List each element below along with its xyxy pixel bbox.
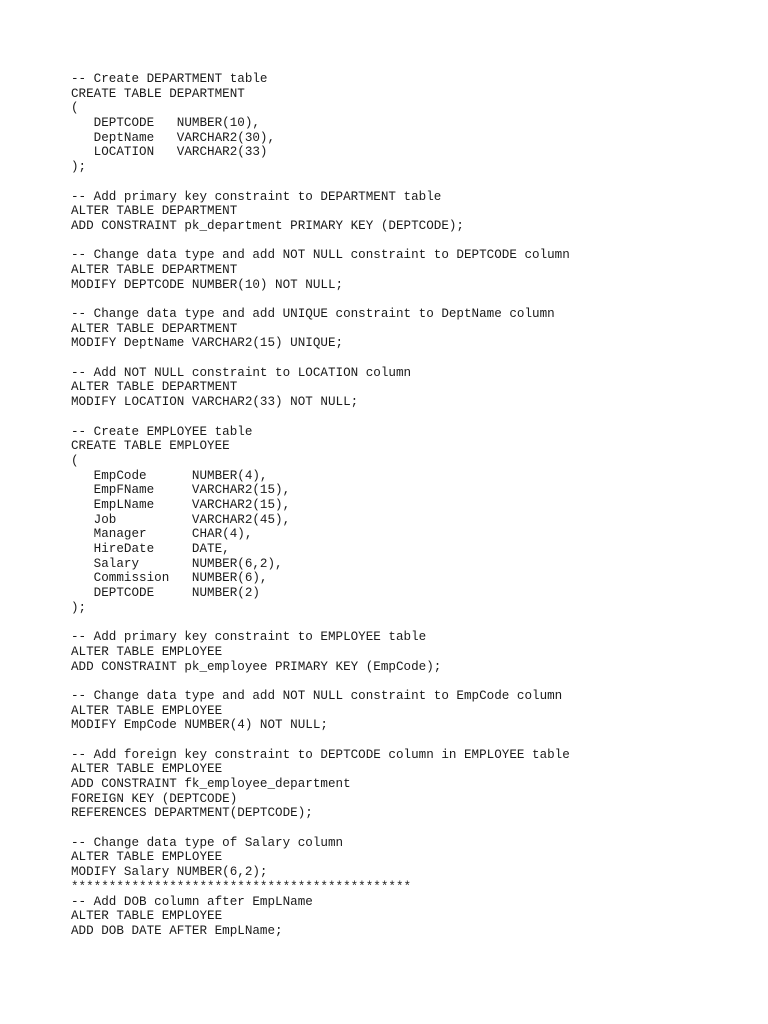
code-line: (	[71, 101, 79, 116]
code-line: REFERENCES DEPARTMENT(DEPTCODE);	[71, 806, 313, 821]
code-line: DEPTCODE NUMBER(2)	[71, 586, 260, 601]
code-line: -- Change data type and add NOT NULL constraint to EmpCode column	[71, 688, 563, 703]
code-line: ADD CONSTRAINT fk_employee_department	[71, 777, 351, 791]
code-line: ADD CONSTRAINT pk_department PRIMARY KEY (DEPTCODE);	[71, 218, 464, 233]
code-line: -- Add NOT NULL constraint to LOCATION column	[71, 365, 412, 380]
code-line: ALTER TABLE EMPLOYEE	[71, 909, 223, 924]
code-line: );	[71, 600, 87, 615]
code-line: -- Create EMPLOYEE table	[71, 424, 253, 439]
code-line: -- Add foreign key constraint to DEPTCODE column in EMPLOYEE table	[71, 747, 570, 762]
code-line: MODIFY LOCATION VARCHAR2(33) NOT NULL;	[71, 395, 359, 410]
code-line: ALTER TABLE DEPARTMENT	[71, 204, 238, 219]
code-line: Salary NUMBER(6,2),	[71, 556, 283, 571]
code-line	[71, 615, 751, 630]
code-line	[71, 175, 751, 190]
code-line: ALTER TABLE EMPLOYEE	[71, 644, 223, 659]
code-line: *********************************************	[71, 879, 412, 894]
code-line: EmpLName VARCHAR2(15),	[71, 497, 291, 512]
sql-code-block	[71, 72, 751, 939]
code-line: MODIFY Salary NUMBER(6,2);	[71, 865, 268, 880]
code-line: ALTER TABLE DEPARTMENT	[71, 380, 238, 395]
code-line: CREATE TABLE EMPLOYEE	[71, 439, 230, 454]
code-line: CREATE TABLE DEPARTMENT	[71, 86, 245, 101]
code-line: Commission NUMBER(6),	[71, 571, 268, 586]
code-line	[71, 821, 751, 836]
code-line: MODIFY DEPTCODE NUMBER(10) NOT NULL;	[71, 277, 344, 292]
code-line: ALTER TABLE EMPLOYEE	[71, 703, 223, 718]
code-line: -- Change data type and add UNIQUE constraint to DeptName column	[71, 307, 555, 321]
code-line: ALTER TABLE EMPLOYEE	[71, 762, 223, 777]
code-line: MODIFY DeptName VARCHAR2(15) UNIQUE;	[71, 336, 344, 351]
code-line: -- Add primary key constraint to DEPARTMENT table	[71, 189, 442, 204]
code-line	[71, 234, 751, 249]
code-line: ADD DOB DATE AFTER EmpLName;	[71, 923, 283, 938]
code-line: (	[71, 453, 79, 468]
code-line: FOREIGN KEY (DEPTCODE)	[71, 791, 238, 806]
code-line: DEPTCODE NUMBER(10),	[71, 116, 260, 131]
document-page	[71, 72, 751, 939]
code-line	[71, 733, 751, 748]
code-line: Manager CHAR(4),	[71, 527, 253, 542]
code-line: LOCATION VARCHAR2(33)	[71, 145, 268, 160]
code-line: -- Change data type and add NOT NULL constraint to DEPTCODE column	[71, 248, 570, 263]
code-line: Job VARCHAR2(45),	[71, 512, 291, 527]
code-line	[71, 674, 751, 689]
code-line: DeptName VARCHAR2(30),	[71, 130, 276, 145]
code-line: ADD CONSTRAINT pk_employee PRIMARY KEY (EmpCode);	[71, 659, 442, 674]
code-line	[71, 351, 751, 366]
code-line: EmpCode NUMBER(4),	[71, 468, 268, 483]
code-line: -- Change data type of Salary column	[71, 835, 344, 850]
code-line: ALTER TABLE DEPARTMENT	[71, 321, 238, 336]
code-line: HireDate DATE,	[71, 542, 230, 556]
code-line: -- Add DOB column after EmpLName	[71, 894, 313, 909]
code-line	[71, 410, 751, 425]
code-line: -- Create DEPARTMENT table	[71, 72, 268, 86]
code-line: -- Add primary key constraint to EMPLOYEE table	[71, 630, 427, 645]
code-line: );	[71, 160, 87, 175]
code-line	[71, 292, 751, 307]
code-line: EmpFName VARCHAR2(15),	[71, 483, 291, 498]
code-line: ALTER TABLE DEPARTMENT	[71, 262, 238, 277]
code-line: MODIFY EmpCode NUMBER(4) NOT NULL;	[71, 718, 328, 733]
code-line: ALTER TABLE EMPLOYEE	[71, 850, 223, 865]
